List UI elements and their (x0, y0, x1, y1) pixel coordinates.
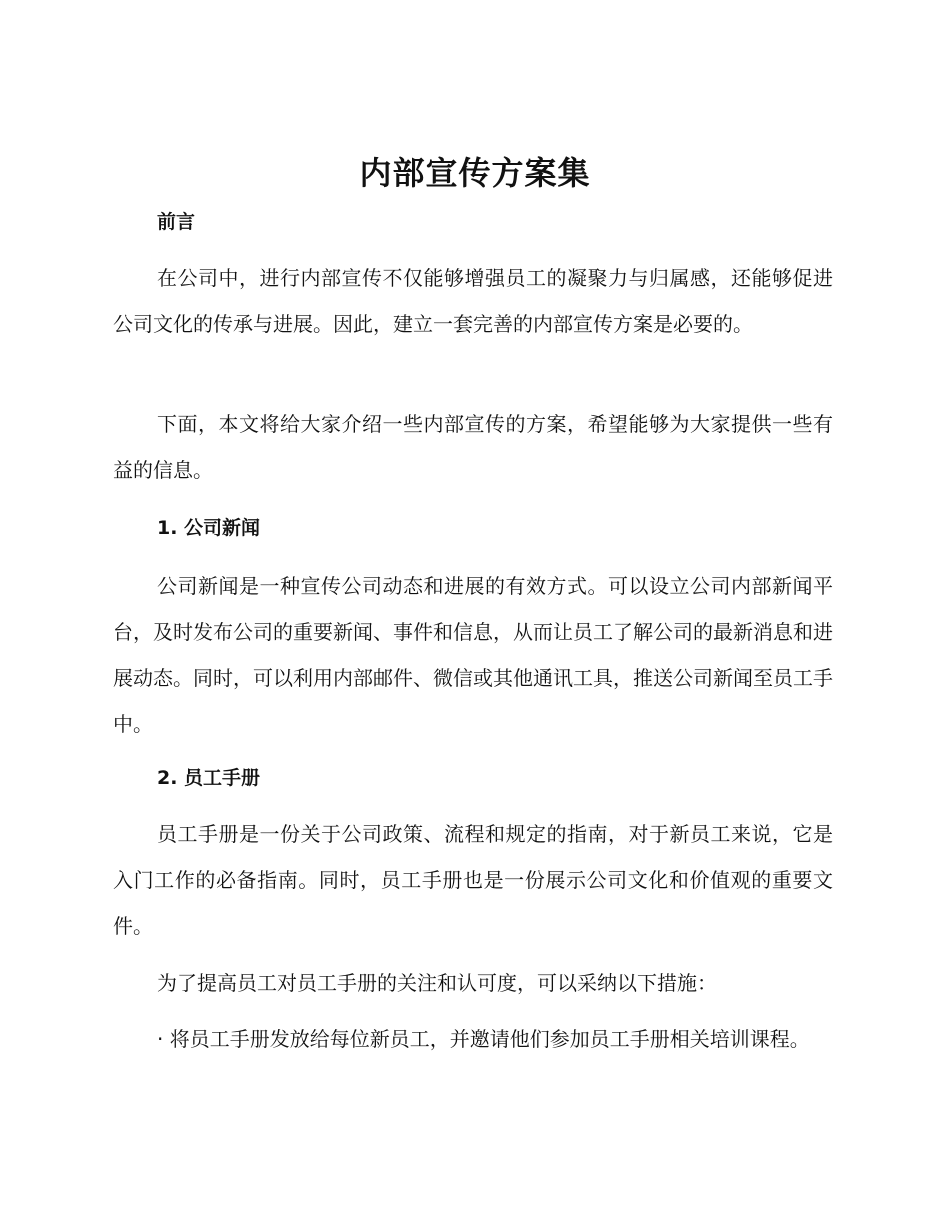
paragraph: 在公司中，进行内部宣传不仅能够增强员工的凝聚力与归属感，还能够促进公司文化的传承与进展。因此，建立一套完善的内部宣传方案是必要的。 (113, 266, 833, 336)
paragraph: 为了提高员工对员工手册的关注和认可度，可以采纳以下措施： (157, 971, 717, 995)
paragraph: 员工手册是一份关于公司政策、流程和规定的指南，对于新员工来说，它是入门工作的必备指南。同时，员工手册也是一份展示公司文化和价值观的重要文件。 (113, 822, 833, 938)
section-heading-employee-handbook: 2. 员工手册 (157, 767, 261, 789)
bullet-item: · 将员工手册发放给每位新员工，并邀请他们参加员工手册相关培训课程。 (157, 1027, 810, 1051)
document-title: 内部宣传方案集 (359, 154, 591, 192)
paragraph: 公司新闻是一种宣传公司动态和进展的有效方式。可以设立公司内部新闻平台，及时发布公司的重要新闻、事件和信息，从而让员工了解公司的最新消息和进展动态。同时，可以利用内部邮件、微信或其他通讯工具，推送公司新闻至员工手中。 (113, 574, 833, 736)
section-heading-preface: 前言 (157, 211, 196, 233)
section-heading-company-news: 1. 公司新闻 (157, 517, 261, 539)
paragraph: 下面，本文将给大家介绍一些内部宣传的方案，希望能够为大家提供一些有益的信息。 (113, 412, 833, 482)
